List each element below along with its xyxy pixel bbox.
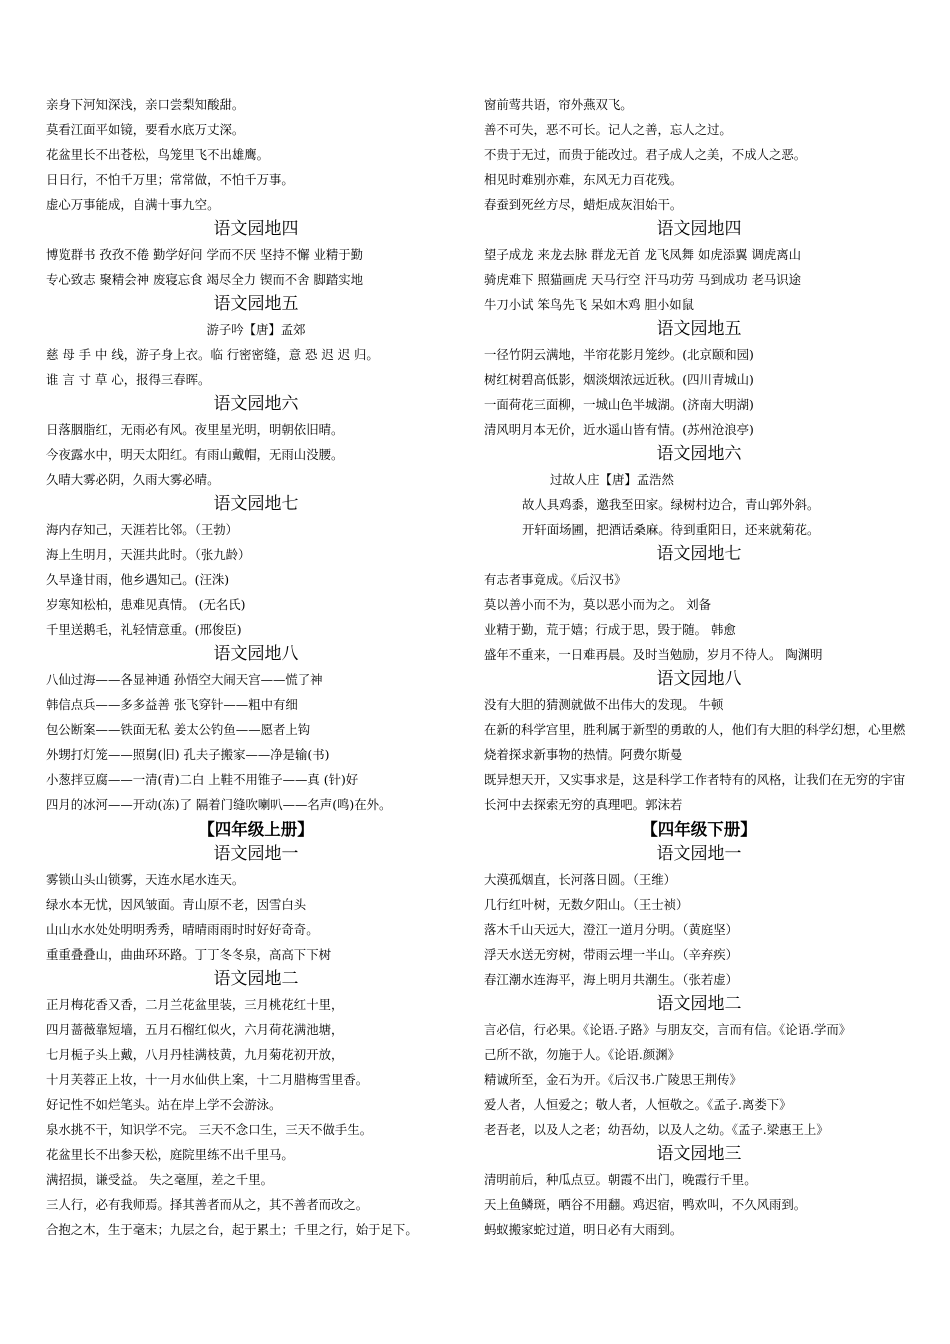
right-column: [484, 92, 914, 1242]
text-line: 合抱之木，生于毫末；九层之台，起于累土；千里之行，始于足下。: [46, 1222, 418, 1237]
text-line: 业精于勤，荒于嬉；行成于思，毁于随。 韩愈: [484, 622, 736, 637]
text-line: 日落胭脂红，无雨必有风。夜里星光明，明朝依旧晴。: [46, 422, 344, 437]
text-line: 落木千山天远大，澄江一道月分明。（黄庭坚）: [484, 922, 739, 937]
poem-line: 开轩面场圃，把酒话桑麻。待到重阳日，还来就菊花。: [522, 522, 820, 537]
text-line: 春江潮水连海平，海上明月共潮生。（张若虚）: [484, 972, 739, 987]
text-line: 久旱逢甘雨，他乡遇知己。(汪洙): [46, 572, 230, 587]
text-line: 天上鱼鳞斑，晒谷不用翻。鸡迟宿，鸭欢叫，不久风雨到。: [484, 1197, 807, 1212]
text-line: 春蚕到死丝方尽，蜡炬成灰泪始干。: [484, 197, 683, 212]
poem-line: 故人具鸡黍，邀我至田家。绿树村边合，青山郭外斜。: [522, 497, 820, 512]
poem-title: 过故人庄【唐】孟浩然: [550, 472, 674, 487]
text-line: 专心致志 聚精会神 废寝忘食 竭尽全力 锲而不舍 脚踏实地: [46, 272, 364, 287]
text-line: 岁寒知松柏，患难见真情。 (无名氏): [46, 597, 246, 612]
text-line: 老吾老，以及人之老；幼吾幼，以及人之幼。《孟子.梁惠王上》: [484, 1122, 829, 1137]
text-line: 小葱拌豆腐——一清(青)二白 上鞋不用锥子——真 (针)好: [46, 772, 359, 787]
text-line: 四月蔷薇靠短墙，五月石榴红似火，六月荷花满池塘，: [46, 1022, 344, 1037]
section-heading: 语文园地二: [213, 969, 299, 989]
text-line: 谁 言 寸 草 心，报得三春晖。: [46, 372, 211, 387]
text-line: 今夜露水中，明天太阳红。有雨山戴帽，无雨山没腰。: [46, 447, 344, 462]
text-line: 韩信点兵——多多益善 张飞穿针——粗中有细: [46, 697, 298, 712]
text-line: 虚心万事能成，自满十事九空。: [46, 197, 220, 212]
section-heading: 语文园地四: [656, 219, 742, 239]
text-line: 久晴大雾必阴，久雨大雾必晴。: [46, 472, 220, 487]
section-heading: 语文园地二: [656, 994, 742, 1014]
section-heading: 语文园地七: [656, 544, 742, 564]
text-line: 树红树碧高低影，烟淡烟浓远近秋。(四川青城山): [484, 372, 754, 387]
text-line: 三人行，必有我师焉。择其善者而从之，其不善者而改之。: [46, 1197, 369, 1212]
section-heading: 语文园地一: [656, 844, 742, 864]
text-line: 山山水水处处明明秀秀，晴晴雨雨时时好好奇奇。: [46, 922, 319, 937]
text-line: 亲身下河知深浅，亲口尝梨知酸甜。: [46, 97, 245, 112]
section-heading: 语文园地六: [656, 444, 742, 464]
text-line: 海内存知己，天涯若比邻。（王勃）: [46, 522, 239, 537]
text-line: 花盆里长不出苍松，鸟笼里飞不出雄鹰。: [46, 147, 270, 162]
text-line: 精诚所至，金石为开。《后汉书.广陵思王荆传》: [484, 1072, 742, 1087]
section-heading: 语文园地六: [213, 394, 299, 414]
text-line: 一面荷花三面柳，一城山色半城湖。(济南大明湖): [484, 397, 754, 412]
text-line: 好记性不如烂笔头。站在岸上学不会游泳。: [46, 1097, 282, 1112]
poem-title: 游子吟【唐】孟郊: [206, 322, 306, 337]
text-line: 没有大胆的猜测就做不出伟大的发现。 牛顿: [484, 697, 724, 712]
section-heading: 语文园地八: [656, 669, 742, 689]
text-line: 博览群书 孜孜不倦 勤学好问 学而不厌 坚持不懈 业精于勤: [46, 247, 364, 262]
text-line: 千里送鹅毛，礼轻情意重。(邢俊臣): [46, 622, 242, 637]
text-line: 雾锁山头山锁雾，天连水尾水连天。: [46, 872, 245, 887]
text-line: 蚂蚁搬家蛇过道，明日必有大雨到。: [484, 1222, 683, 1237]
text-line: 满招损，谦受益。 失之毫厘，差之千里。: [46, 1172, 273, 1187]
text-line: 一径竹阴云满地，半帘花影月笼纱。(北京颐和园): [484, 347, 754, 362]
text-line: 有志者事竟成。《后汉书》: [484, 572, 627, 587]
text-line: 莫看江面平如镜，要看水底万丈深。: [46, 122, 245, 137]
text-line: 清风明月本无价，近水遥山皆有情。(苏州沧浪亭): [484, 422, 754, 437]
section-heading: 语文园地五: [656, 319, 742, 339]
text-paragraph: 既异想天开，又实事求是，这是科学工作者特有的风格，让我们在无穷的宇宙长河中去探索无穷的真理吧。郭沫若: [484, 772, 906, 812]
text-line: 七月栀子头上戴，八月丹桂满枝黄，九月菊花初开放，: [46, 1047, 344, 1062]
section-heading: 语文园地七: [213, 494, 299, 514]
text-line: 骑虎难下 照猫画虎 天马行空 汗马功劳 马到成功 老马识途: [484, 272, 802, 287]
section-heading: 语文园地一: [213, 844, 299, 864]
section-heading: 语文园地三: [656, 1144, 742, 1164]
text-line: 牛刀小试 笨鸟先飞 呆如木鸡 胆小如鼠: [484, 297, 695, 312]
text-line: 泉水挑不干，知识学不完。 三天不念口生，三天不做手生。: [46, 1122, 373, 1137]
text-line: 莫以善小而不为，莫以恶小而为之。 刘备: [484, 597, 711, 612]
section-heading: 语文园地八: [213, 644, 299, 664]
text-line: 慈 母 手 中 线，游子身上衣。临 行密密缝，意 恐 迟 迟 归。: [46, 347, 379, 362]
text-paragraph: 在新的科学宫里，胜利属于新型的勇敢的人，他们有大胆的科学幻想，心里燃烧着探求新事物的热情。阿费尔斯曼: [484, 722, 906, 762]
text-line: 几行红叶树，无数夕阳山。（王士祯）: [484, 897, 689, 912]
text-line: 窗前莺共语，帘外燕双飞。: [484, 97, 633, 112]
text-line: 八仙过海——各显神通 孙悟空大闹天宫——慌了神: [46, 672, 323, 687]
text-line: 花盆里长不出参天松，庭院里练不出千里马。: [46, 1147, 294, 1162]
section-heading: 语文园地四: [213, 219, 299, 239]
text-line: 正月梅花香又香，二月兰花盆里装，三月桃花红十里，: [46, 997, 344, 1012]
text-line: 爱人者，人恒爱之；敬人者，人恒敬之。《孟子.离娄下》: [484, 1097, 792, 1112]
text-line: 望子成龙 来龙去脉 群龙无首 龙飞凤舞 如虎添翼 调虎离山: [484, 247, 802, 262]
text-line: 绿水本无忧，因风皱面。青山原不老，因雪白头: [46, 897, 307, 912]
text-line: 相见时难别亦难，东风无力百花残。: [484, 172, 683, 187]
text-line: 外甥打灯笼——照舅(旧) 孔夫子搬家——净是输(书): [46, 747, 330, 762]
text-line: 不贵于无过，而贵于能改过。君子成人之美，不成人之恶。: [484, 147, 807, 162]
text-line: 包公断案——铁面无私 姜太公钓鱼——愿者上钩: [46, 722, 311, 737]
text-line: 己所不欲，勿施于人。《论语.颜渊》: [484, 1047, 680, 1062]
text-line: 海上生明月，天涯共此时。（张九龄）: [46, 547, 251, 562]
text-line: 四月的冰河——开动(冻)了 隔着门缝吹喇叭——名声(鸣)在外。: [46, 797, 392, 812]
text-line: 十月芙蓉正上妆，十一月水仙供上案，十二月腊梅雪里香。: [46, 1072, 369, 1087]
grade-heading: 【四年级上册】: [198, 820, 314, 839]
text-line: 日日行，不怕千万里；常常做，不怕千万事。: [46, 172, 294, 187]
text-line: 浮天水送无穷树，带雨云埋一半山。（辛弃疾）: [484, 947, 739, 962]
text-line: 盛年不重来，一日难再晨。及时当勉励，岁月不待人。 陶渊明: [484, 647, 823, 662]
text-line: 言必信，行必果。《论语.子路》与朋友交，言而有信。《论语.学而》: [484, 1022, 852, 1037]
text-line: 大漠孤烟直，长河落日圆。（王维）: [484, 872, 677, 887]
text-line: 重重叠叠山，曲曲环环路。丁丁冬冬泉，高高下下树: [46, 947, 331, 962]
grade-heading: 【四年级下册】: [641, 820, 757, 839]
left-column: [46, 92, 466, 1242]
text-line: 善不可失，恶不可长。记人之善，忘人之过。: [484, 122, 732, 137]
text-line: 清明前后，种瓜点豆。朝霞不出门，晚霞行千里。: [484, 1172, 757, 1187]
section-heading: 语文园地五: [213, 294, 299, 314]
